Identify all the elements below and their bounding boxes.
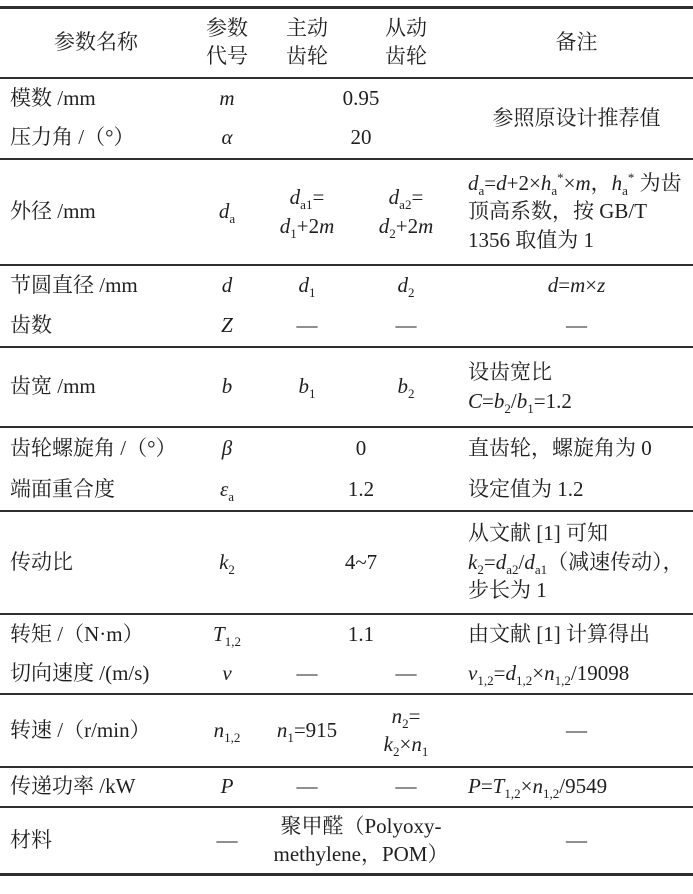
table-row-rotation-speed — [0, 694, 693, 767]
cell-teeth-number-symbol: Z — [221, 313, 233, 338]
header-remark: 备注 — [555, 30, 598, 55]
table-row-material — [0, 807, 693, 875]
cell-pressure-angle-value: 20 — [350, 125, 372, 150]
cell-material-name: 材料 — [10, 828, 52, 853]
cell-face-width-driven: $b_2$ — [397, 374, 415, 402]
header-row — [0, 8, 693, 78]
cell-pressure-angle-name: 压力角 /（°） — [10, 125, 135, 150]
cell-transmission-ratio-name: 传动比 — [10, 549, 73, 574]
header-driving-gear: 主动 齿轮 — [286, 16, 328, 68]
block-power — [0, 767, 693, 807]
table-row-teeth-number — [0, 306, 693, 347]
block-torque-speed — [0, 614, 693, 694]
cell-modulus-name: 模数 /mm — [10, 85, 96, 110]
cell-power-note: $P=T_{1,2}\times n_{1,2}/9549$ — [468, 774, 608, 802]
cell-face-width-note: 设齿宽比 $C=b_2/b_1=1.2$ — [468, 360, 572, 416]
cell-pitch-diameter-driving: $d_1$ — [298, 273, 316, 301]
cell-outer-diameter-symbol: $d_a$ — [218, 199, 236, 227]
cell-modulus-note: 参照原设计推荐值 — [492, 105, 661, 130]
cell-rotation-speed-note: — — [566, 717, 587, 742]
cell-face-width-name: 齿宽 /mm — [10, 374, 96, 399]
table-row-pitch-diameter — [0, 265, 693, 306]
cell-contact-ratio-value: 1.2 — [347, 476, 375, 501]
block-pitch-teeth — [0, 265, 693, 347]
block-rotation-speed — [0, 694, 693, 767]
cell-teeth-number-driving: — — [296, 313, 318, 338]
block-material — [0, 807, 693, 875]
table-row-outer-diameter — [0, 159, 693, 265]
table-row-torque — [0, 614, 693, 654]
block-transmission-ratio — [0, 511, 693, 614]
cell-teeth-number-name: 齿数 — [10, 313, 52, 338]
cell-contact-ratio-symbol: $\varepsilon_a$ — [219, 476, 235, 505]
table-row-face-width — [0, 347, 693, 427]
table-row-contact-ratio — [0, 469, 693, 511]
cell-transmission-ratio-value: 4~7 — [344, 549, 378, 574]
cell-tangential-speed-note: $v_{1,2}=d_{1,2}\times n_{1,2}/19098$ — [468, 660, 630, 689]
cell-power-symbol: P — [220, 774, 234, 799]
cell-material-symbol: — — [216, 828, 238, 853]
table-row-tangential-speed — [0, 654, 693, 694]
table-row-power — [0, 767, 693, 807]
cell-face-width-driving: $b_1$ — [298, 374, 316, 402]
cell-rotation-speed-name: 转速 /（r/min） — [10, 717, 151, 742]
cell-transmission-ratio-note: 从文献 [1] 可知 $k_2=d_{a2}/d_{a1}$（减速传动），步长为 1 — [468, 521, 684, 603]
cell-face-width-symbol: b — [221, 374, 233, 399]
cell-pitch-diameter-driven: $d_2$ — [397, 273, 415, 301]
cell-helix-angle-note: 直齿轮，螺旋角为 0 — [468, 435, 652, 460]
cell-outer-diameter-name: 外径 /mm — [10, 199, 96, 224]
cell-pitch-diameter-symbol: d — [221, 273, 233, 298]
block-face-width — [0, 347, 693, 427]
header-param-symbol: 参数 代号 — [206, 16, 248, 68]
gear-parameters-table — [0, 6, 693, 876]
table-row-helix-angle — [0, 427, 693, 469]
cell-material-note: — — [566, 828, 587, 853]
cell-tangential-speed-symbol: v — [222, 660, 232, 685]
cell-tangential-speed-driving: — — [296, 660, 318, 685]
cell-pitch-diameter-note: d=m×z — [547, 273, 606, 298]
cell-helix-angle-name: 齿轮螺旋角 /（°） — [10, 435, 177, 460]
header-param-name: 参数名称 — [54, 30, 138, 55]
cell-outer-diameter-driving: $d_{a1}=$ $d_1+2m$ — [279, 185, 335, 241]
block-helix-contact — [0, 427, 693, 511]
cell-rotation-speed-driving: $n_1=915$ — [276, 717, 338, 746]
cell-torque-symbol: $T_{1,2}$ — [213, 621, 241, 650]
cell-modulus-symbol: m — [219, 85, 235, 110]
cell-helix-angle-value: 0 — [355, 435, 367, 460]
cell-teeth-number-driven: — — [395, 313, 417, 338]
cell-outer-diameter-driven: $d_{a2}=$ $d_2+2m$ — [378, 185, 434, 241]
cell-power-name: 传递功率 /kW — [10, 774, 136, 799]
cell-teeth-number-note: — — [566, 313, 587, 338]
block-modulus-pressure — [0, 78, 693, 159]
cell-pressure-angle-symbol: α — [221, 125, 233, 150]
cell-outer-diameter-note: $d_a=d+2\times h_a^*\times m$，$h_a^*$ 为齿顶高系数，按 GB/T 1356 取值为 1 — [468, 169, 682, 252]
cell-tangential-speed-name: 切向速度 /(m/s) — [10, 660, 150, 685]
cell-material-value: 聚甲醛（Polyoxy- methylene，POM） — [273, 813, 449, 867]
table-header — [0, 8, 693, 78]
cell-power-driving: — — [296, 774, 318, 799]
cell-torque-value: 1.1 — [347, 621, 375, 646]
cell-transmission-ratio-symbol: $k_2$ — [219, 549, 235, 578]
cell-torque-name: 转矩 /（N·m） — [10, 621, 144, 646]
cell-helix-angle-symbol: β — [221, 435, 233, 460]
cell-contact-ratio-name: 端面重合度 — [10, 476, 115, 501]
block-outer-diameter — [0, 159, 693, 265]
header-driven-gear: 从动 齿轮 — [385, 16, 427, 68]
table-row-modulus — [0, 78, 693, 118]
cell-modulus-value: 0.95 — [342, 85, 380, 110]
cell-torque-note: 由文献 [1] 计算得出 — [468, 621, 650, 646]
table-row-transmission-ratio — [0, 511, 693, 614]
cell-pitch-diameter-name: 节圆直径 /mm — [10, 273, 138, 298]
cell-power-driven: — — [395, 774, 417, 799]
cell-tangential-speed-driven: — — [395, 660, 417, 685]
cell-rotation-speed-driven: $n_2=$ $k_2\times n_1$ — [383, 703, 429, 760]
cell-rotation-speed-symbol: $n_{1,2}$ — [213, 717, 241, 746]
cell-contact-ratio-note: 设定值为 1.2 — [468, 476, 584, 501]
